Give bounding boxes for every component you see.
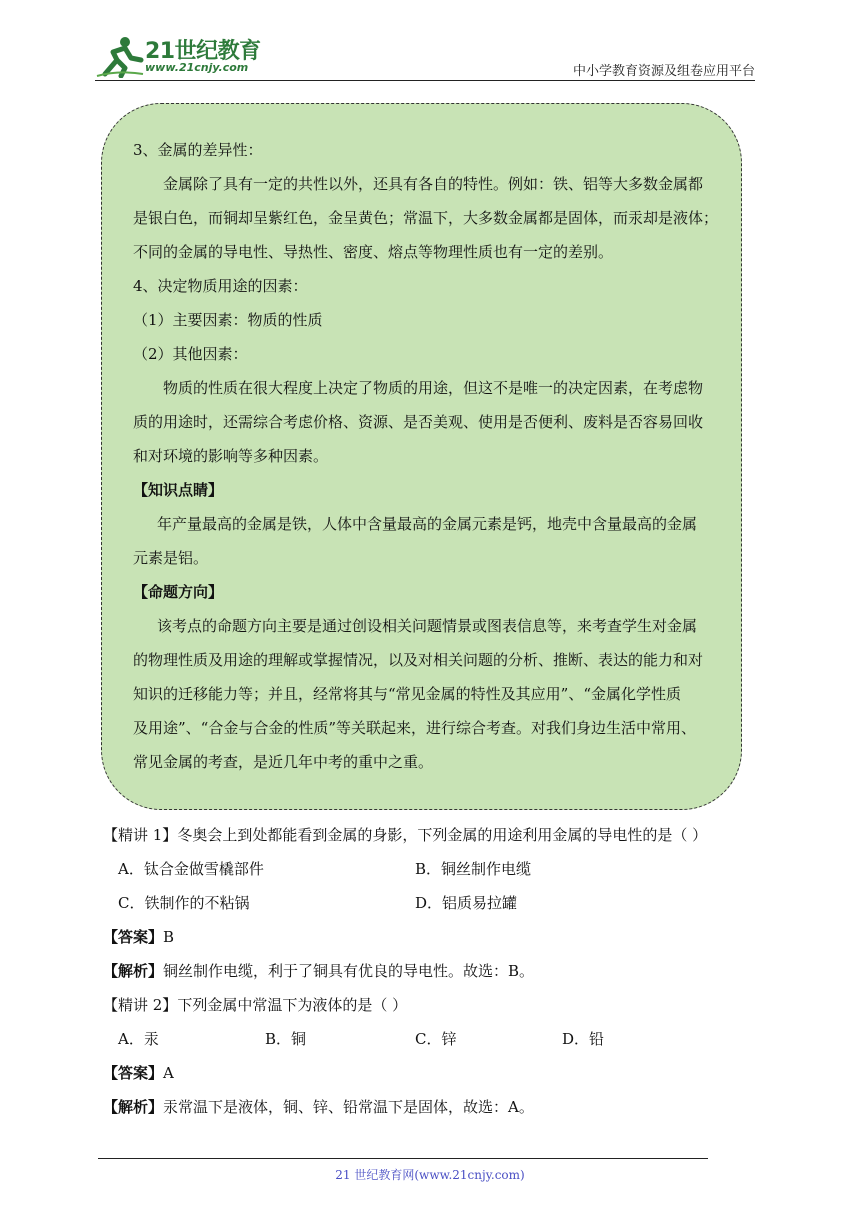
box-line-11: 年产量最高的金属是铁，人体中含量最高的金属元素是钙，地壳中含量最高的金属 [157,515,698,533]
q1-option-a: A．钛合金做雪橇部件 [118,860,264,878]
q2-answer-tag: 【答案】 [103,1064,164,1082]
q1-option-d: D．铝质易拉罐 [415,894,518,912]
q1-analysis-tag: 【解析】 [103,962,164,980]
q1-analysis-text: 铜丝制作电缆，利于了铜具有优良的导电性。故选：B。 [163,962,535,980]
box-line-6: （1）主要因素：物质的性质 [133,311,323,329]
box-line-1: 3、金属的差异性： [133,141,263,159]
q2-option-c: C．锌 [415,1030,457,1048]
box-line-7: （2）其他因素： [133,345,248,363]
platform-name: 中小学教育资源及组卷应用平台 [572,64,755,79]
box-line-15: 知识的迁移能力等；并且，经常将其与“常见金属的特性及其应用”、“金属化学性质 [133,685,682,703]
q2-option-d: D．铅 [562,1030,605,1048]
q1-answer-tag: 【答案】 [103,928,164,946]
box-line-5: 4、决定物质用途的因素： [133,277,308,295]
q2-answer [103,1066,174,1081]
box-line-9: 质的用途时，还需综合考虑价格、资源、是否美观、使用是否便利、废料是否容易回收 [133,413,704,431]
question-1-tag: 【精讲 1】 [103,826,178,844]
box-line-2: 金属除了具有一定的共性以外，还具有各自的特性。例如：铁、铝等大多数金属都 [163,175,704,193]
q1-answer [103,930,174,945]
box-line-17: 常见金属的考查，是近几年中考的重中之重。 [133,753,434,771]
q2-option-b: B．铜 [265,1030,307,1048]
q2-analysis-tag: 【解析】 [103,1098,164,1116]
heading-knowledge-points: 【知识点睛】 [133,481,224,499]
q2-analysis [103,1100,534,1115]
q2-analysis-text: 汞常温下是液体，铜、锌、铅常温下是固体，故选：A。 [163,1098,534,1116]
question-1 [103,828,707,843]
box-line-14: 的物理性质及用途的理解或掌握情况，以及对相关问题的分析、推断、表达的能力和对 [133,651,704,669]
q1-option-b: B．铜丝制作电缆 [415,860,532,878]
box-line-3: 是银白色，而铜却呈紫红色，金呈黄色；常温下，大多数金属都是固体，而汞却是液体； [133,209,719,227]
q1-answer-value: B [163,928,175,946]
question-2-stem: 下列金属中常温下为液体的是（ ） [177,996,408,1014]
box-line-13: 该考点的命题方向主要是通过创设相关问题情景或图表信息等，来考查学生对金属 [157,617,698,635]
box-line-16: 及用途”、“合金与合金的性质”等关联起来，进行综合考查。对我们身边生活中常用、 [133,719,697,737]
question-2-tag: 【精讲 2】 [103,996,178,1014]
q2-option-a: A．汞 [118,1030,159,1048]
page-header [95,28,755,81]
logo-url: www.21cnjy.com [145,61,249,74]
box-line-12: 元素是铝。 [133,549,209,567]
logo [95,34,265,78]
box-line-8: 物质的性质在很大程度上决定了物质的用途，但这不是唯一的决定因素，在考虑物 [163,379,704,397]
footer-divider [98,1158,708,1159]
runner-logo-icon [95,34,145,78]
heading-question-direction: 【命题方向】 [133,583,224,601]
q1-analysis [103,964,534,979]
question-1-stem: 冬奥会上到处都能看到金属的身影，下列金属的用途利用金属的导电性的是（ ） [177,826,708,844]
box-line-4: 不同的金属的导电性、导热性、密度、熔点等物理性质也有一定的差别。 [133,243,614,261]
footer-site-link[interactable]: 21 世纪教育网(www.21cnjy.com) [335,1168,525,1182]
box-line-10: 和对环境的影响等多种因素。 [133,447,329,465]
question-2 [103,998,407,1013]
logo-name: 21世纪教育 [145,39,261,64]
q2-answer-value: A [163,1064,174,1082]
q1-option-c: C．铁制作的不粘锅 [118,894,250,912]
